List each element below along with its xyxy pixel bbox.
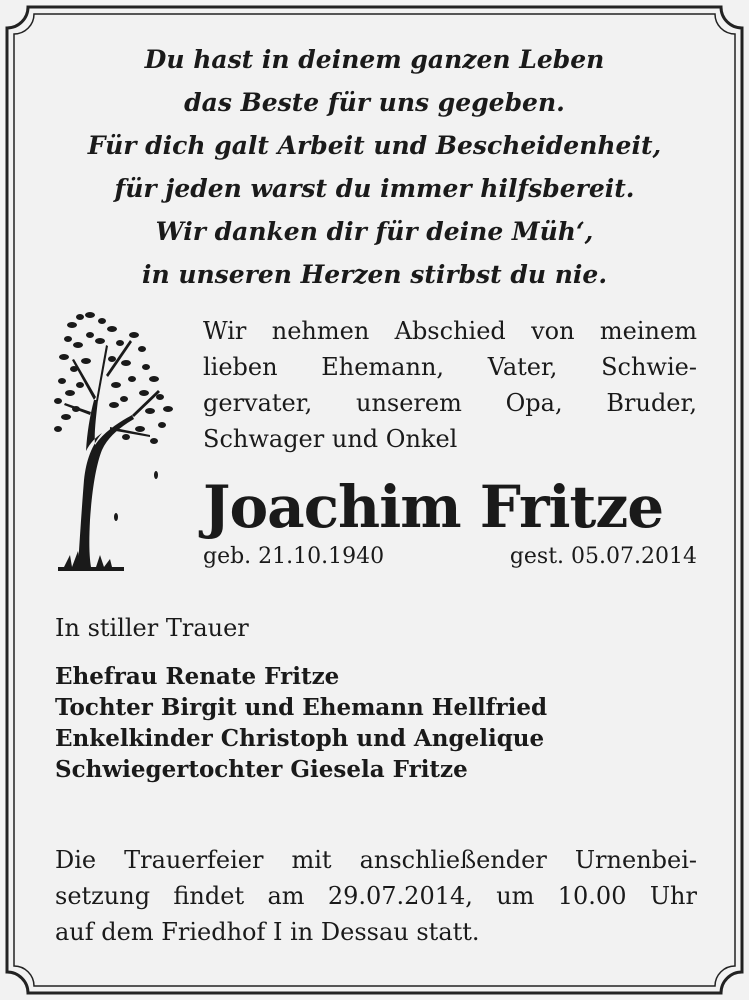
intro-line xyxy=(203,313,697,349)
ceremony-notice xyxy=(55,842,697,950)
farewell-intro xyxy=(203,313,697,457)
poem-line: Du hast in deinem ganzen Leben xyxy=(144,45,605,74)
ceremony-word: 29.07.2014, xyxy=(327,882,473,910)
ceremony-word: Uhr xyxy=(649,882,697,910)
intro-word: Abschied xyxy=(394,317,506,345)
ceremony-word: um xyxy=(496,882,535,910)
ceremony-line xyxy=(55,914,697,950)
intro-line xyxy=(203,421,697,457)
intro-word: nehmen xyxy=(271,317,370,345)
relative-entry: Schwiegertochter Giesela Fritze xyxy=(55,756,468,783)
poem-line: für jeden warst du immer hilfsbereit. xyxy=(114,174,635,203)
ceremony-word: Urnenbei- xyxy=(574,846,697,874)
relative-entry: Tochter Birgit und Ehemann Hellfried xyxy=(55,694,548,721)
intro-line xyxy=(203,385,697,421)
intro-word: von xyxy=(531,317,575,345)
ceremony-word: Trauerfeier xyxy=(124,846,264,874)
relative-entry: Ehefrau Renate Fritze xyxy=(55,663,340,690)
intro-word: unserem xyxy=(355,389,462,417)
deceased-name: Joachim Fritze xyxy=(203,473,664,541)
intro-word: Schwager und Onkel xyxy=(203,425,458,453)
poem-line: das Beste für uns gegeben. xyxy=(184,88,565,117)
birth-date: geb. 21.10.1940 xyxy=(203,544,385,569)
poem-line: Wir danken dir für deine Müh‘, xyxy=(155,217,594,246)
life-dates xyxy=(203,542,697,572)
relative-entry: Enkelkinder Christoph und Angelique xyxy=(55,725,545,752)
intro-word: Ehemann, xyxy=(321,353,445,381)
ceremony-word: setzung xyxy=(55,882,151,910)
intro-word: Bruder, xyxy=(606,389,697,417)
poem-line: Für dich galt Arbeit und Bescheidenheit, xyxy=(87,131,662,160)
death-date: gest. 05.07.2014 xyxy=(509,544,697,569)
poem-line: in unseren Herzen stirbst du nie. xyxy=(141,260,608,289)
intro-word: Wir xyxy=(203,317,247,345)
intro-word: Schwie- xyxy=(601,353,697,381)
intro-word: Vater, xyxy=(487,353,558,381)
mourning-label: In stiller Trauer xyxy=(55,614,249,642)
tree-silhouette-icon xyxy=(50,305,178,580)
intro-word: lieben xyxy=(203,353,278,381)
ceremony-word: auf dem Friedhof I in Dessau statt. xyxy=(55,918,480,946)
ceremony-word: mit xyxy=(291,846,332,874)
intro-line xyxy=(203,349,697,385)
ceremony-word: 10.00 xyxy=(557,882,627,910)
ceremony-line xyxy=(55,878,697,914)
intro-word: Opa, xyxy=(505,389,563,417)
ceremony-word: findet xyxy=(173,882,245,910)
relatives-list xyxy=(55,661,547,785)
poem xyxy=(30,38,719,296)
ceremony-line xyxy=(55,842,697,878)
ceremony-word: anschließender xyxy=(359,846,547,874)
ceremony-word: am xyxy=(267,882,305,910)
intro-word: meinem xyxy=(599,317,697,345)
intro-word: gervater, xyxy=(203,389,313,417)
ceremony-word: Die xyxy=(55,846,97,874)
